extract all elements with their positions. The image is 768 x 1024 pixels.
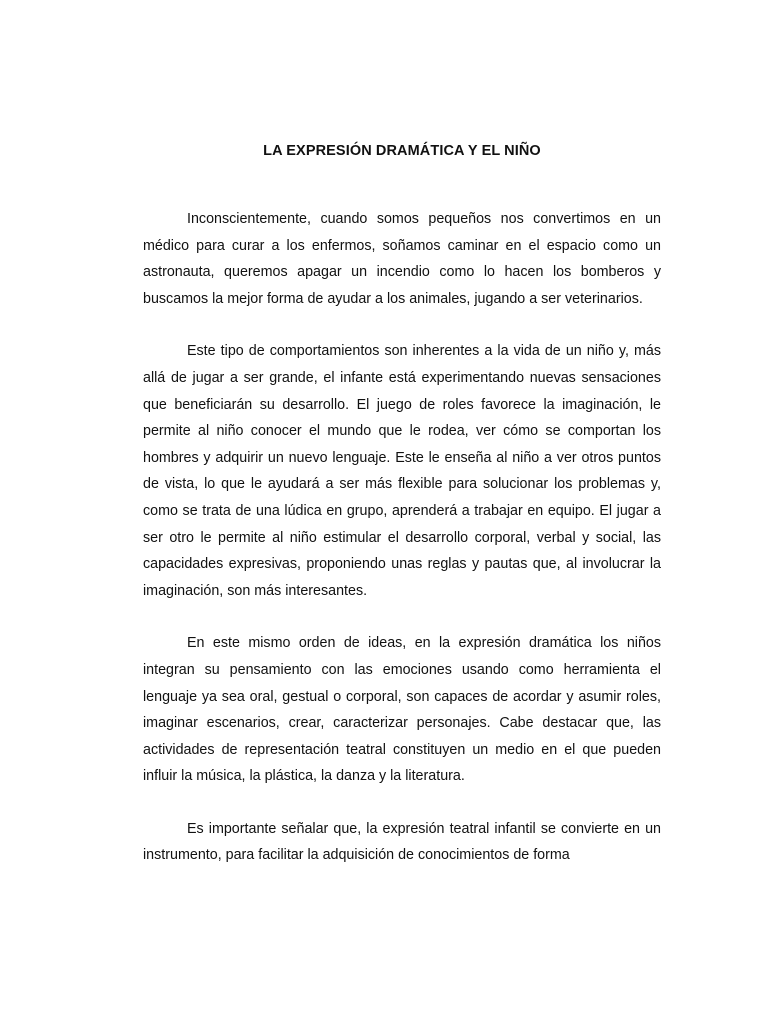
- paragraph-4: Es importante señalar que, la expresión teatral infantil se convierte en un instrumento, para facilitar la adquisición de conocimientos de forma: [143, 820, 661, 864]
- paragraph-3: En este mismo orden de ideas, en la expresión dramática los niños integran su pensamiento con las emociones usando como herramienta el lenguaje ya sea oral, gestual o corporal, son capaces de acordar y asumir roles, imaginar escenarios, crear, caracterizar personajes. Cabe destacar que, las actividades de representación teatral constituyen un medio en el que pueden influir la música, la plástica, la danza y la literatura.: [143, 635, 661, 785]
- document-body: [143, 206, 661, 869]
- document-title: LA EXPRESIÓN DRAMÁTICA Y EL NIÑO: [263, 143, 541, 159]
- paragraph-1: Inconscientemente, cuando somos pequeños nos convertimos en un médico para curar a los enfermos, soñamos caminar en el espacio como un astronauta, queremos apagar un incendio como lo hacen los bomberos y buscamos la mejor forma de ayudar a los animales, jugando a ser veterinarios.: [143, 211, 661, 307]
- paragraph-2: Este tipo de comportamientos son inherentes a la vida de un niño y, más allá de jugar a ser grande, el infante está experimentando nuevas sensaciones que beneficiarán su desarrollo. El juego de roles favorece la imaginación, le permite al niño conocer el mundo que le rodea, ver cómo se comportan los hombres y adquirir un nuevo lenguaje. Este le enseña al niño a ver otros puntos de vista, lo que le ayudará a ser más flexible para solucionar los problemas y, como se trata de una lúdica en grupo, aprenderá a trabajar en equipo. El jugar a ser otro le permite al niño estimular el desarrollo corporal, verbal y social, las capacidades expresivas, proponiendo unas reglas y pautas que, al involucrar la imaginación, son más interesantes.: [143, 343, 661, 599]
